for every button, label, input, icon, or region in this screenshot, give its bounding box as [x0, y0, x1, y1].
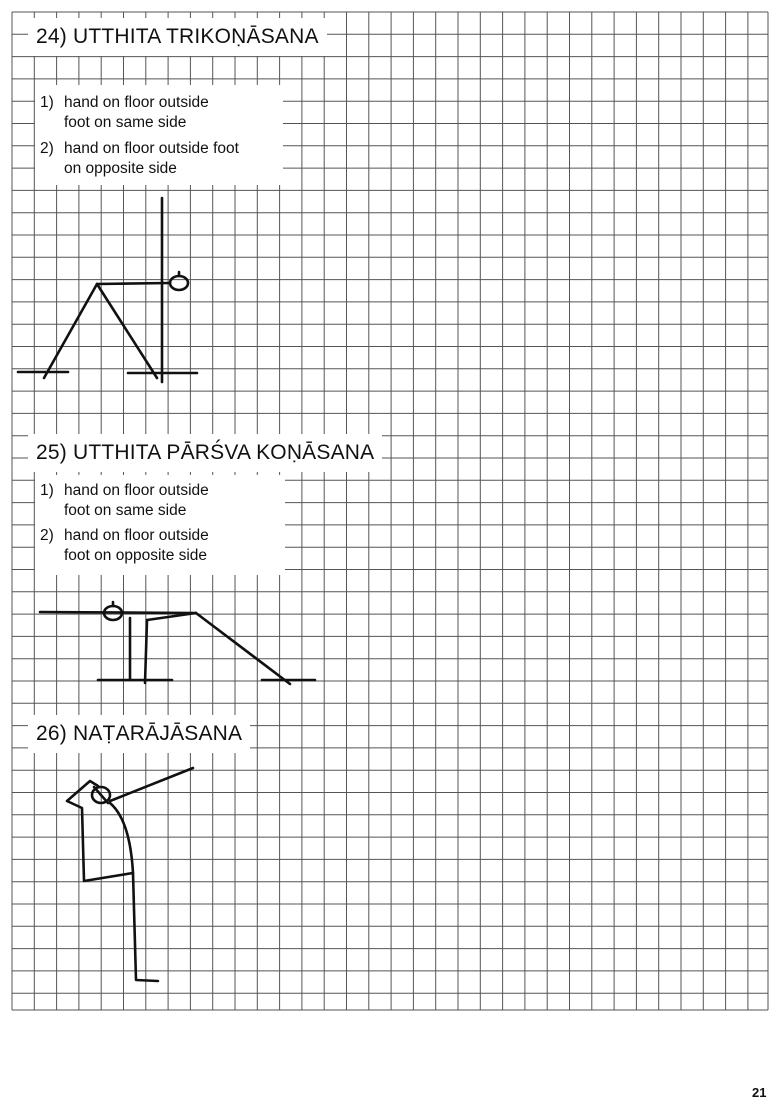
pose-title-24: 24) UTTHITA TRIKOṆĀSANA [28, 18, 327, 56]
pose-24-step-1: 1) hand on floor outside foot on same side [40, 94, 209, 131]
figure-trikonasana [18, 198, 197, 382]
pose-24-step-2: 2) hand on floor outside foot on opposite side [40, 140, 239, 177]
pose-25-step-1: 1) hand on floor outside foot on same side [40, 482, 209, 519]
pose-25-step-2: 2) hand on floor outside foot on opposite side [40, 527, 209, 564]
page-number: 21 [752, 1085, 767, 1100]
pose-title-25: 25) UTTHITA PĀRŚVA KOṆĀSANA [28, 434, 382, 472]
pose-title-26: 26) NAṬARĀJĀSANA [28, 715, 250, 753]
